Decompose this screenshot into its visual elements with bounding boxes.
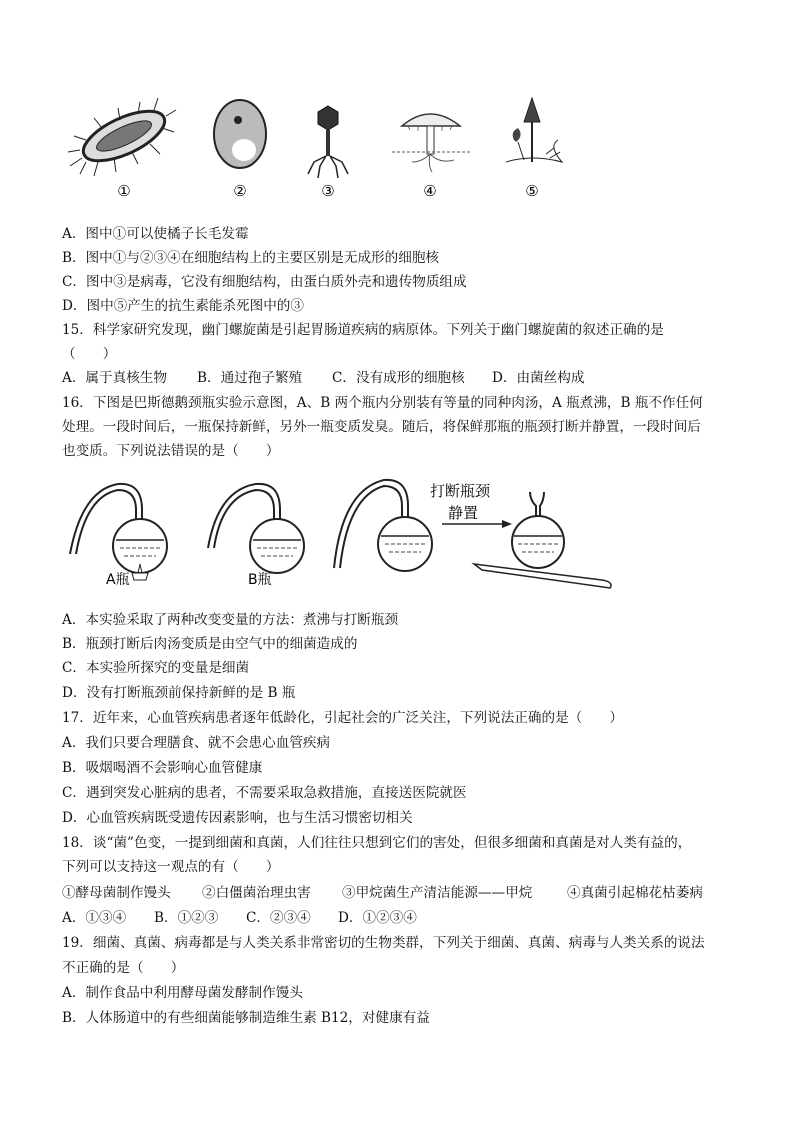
label-3: ③ bbox=[321, 182, 335, 200]
swan-neck-flask-figure bbox=[62, 470, 622, 600]
q18-option-c: C．②③④ bbox=[246, 910, 311, 926]
q18-item-4: ④真菌引起棉花枯萎病 bbox=[567, 885, 703, 901]
q19-stem-line1: 19．细菌、真菌、病毒都是与人类关系非常密切的生物类群，下列关于细菌、真菌、病毒与人类关系的说法 bbox=[62, 935, 705, 951]
q15-stem: 15．科学家研究发现，幽门螺旋菌是引起胃肠道疾病的病原体。下列关于幽门螺旋菌的叙述正确的是 bbox=[62, 322, 664, 338]
q18-option-b: B．①②③ bbox=[154, 910, 219, 926]
q15-option-c: C．没有成形的细胞核 bbox=[332, 370, 465, 386]
q14-option-b: B．图中①与②③④在细胞结构上的主要区别是无成形的细胞核 bbox=[62, 250, 440, 266]
virus-drawing bbox=[308, 106, 348, 200]
q18-item-3: ③甲烷菌生产清洁能源——甲烷 bbox=[342, 885, 533, 901]
q18-options bbox=[62, 909, 417, 927]
q16-stem-line3: 也变质。下列说法错误的是（ ） bbox=[62, 443, 280, 459]
q15-option-d: D．由菌丝构成 bbox=[492, 370, 585, 386]
flask-a bbox=[70, 484, 167, 588]
flask-a-label: A瓶 bbox=[106, 572, 130, 588]
q15-options bbox=[62, 369, 584, 387]
q19-stem-line2: 不正确的是（ ） bbox=[62, 960, 185, 976]
q18-option-a: A．①③④ bbox=[62, 910, 127, 926]
q16-option-d: D．没有打断瓶颈前保持新鲜的是 B 瓶 bbox=[62, 685, 296, 701]
label-1: ① bbox=[117, 182, 131, 200]
flask-b bbox=[208, 484, 304, 588]
flask-before-break bbox=[334, 480, 432, 571]
q16-option-c: C．本实验所探究的变量是细菌 bbox=[62, 660, 250, 676]
q16-option-b: B．瓶颈打断后肉汤变质是由空气中的细菌造成的 bbox=[62, 636, 358, 652]
q18-item-1: ①酵母菌制作馒头 bbox=[62, 885, 171, 901]
q18-item-2: ②白僵菌治理虫害 bbox=[202, 885, 311, 901]
q17-option-d: D．心血管疾病既受遗传因素影响，也与生活习惯密切相关 bbox=[62, 810, 413, 826]
q18-stem-line2: 下列可以支持这一观点的有（ ） bbox=[62, 859, 280, 875]
organisms-figure bbox=[62, 92, 582, 208]
label-5: ⑤ bbox=[525, 182, 539, 200]
q14-option-d: D．图中⑤产生的抗生素能杀死图中的③ bbox=[62, 298, 304, 314]
stand-label: 静置 bbox=[448, 504, 479, 522]
label-2: ② bbox=[233, 182, 247, 200]
q17-stem: 17．近年来，心血管疾病患者逐年低龄化，引起社会的广泛关注，下列说法正确的是（ ） bbox=[62, 710, 624, 726]
q17-option-c: C．遇到突发心脏病的患者，不需要采取急救措施，直接送医院就医 bbox=[62, 785, 467, 801]
q17-option-b: B．吸烟喝酒不会影响心血管健康 bbox=[62, 760, 263, 776]
yeast-drawing bbox=[214, 100, 266, 200]
q16-stem-line1: 16．下图是巴斯德鹅颈瓶实验示意图，A、B 两个瓶内分别装有等量的同种肉汤，A 瓶煮沸，B 瓶不作任何 bbox=[62, 395, 703, 411]
q16-stem-line2: 处理。一段时间后，一瓶保持新鲜，另外一瓶变质发臭。随后，将保鲜那瓶的瓶颈打断并静置，一段时间后 bbox=[62, 419, 701, 435]
mushroom-drawing bbox=[392, 114, 472, 200]
flask-after-break bbox=[474, 492, 611, 588]
q16-option-a: A．本实验采取了两种改变变量的方法：煮沸与打断瓶颈 bbox=[62, 612, 399, 628]
q15-option-a: A．属于真核生物 bbox=[62, 370, 167, 386]
q18-items bbox=[62, 884, 703, 902]
flask-b-label: B瓶 bbox=[248, 572, 272, 588]
arrow-icon bbox=[502, 520, 512, 528]
q17-option-a: A．我们只要合理膳食、就不会患心血管疾病 bbox=[62, 735, 331, 751]
penicillium-drawing bbox=[506, 98, 562, 200]
q15-blank: （ ） bbox=[62, 346, 117, 362]
q19-option-a: A．制作食品中利用酵母菌发酵制作馒头 bbox=[62, 985, 303, 1001]
q15-option-b: B．通过孢子繁殖 bbox=[197, 370, 303, 386]
label-4: ④ bbox=[423, 182, 437, 200]
q19-option-b: B．人体肠道中的有些细菌能够制造维生素 B12，对健康有益 bbox=[62, 1010, 430, 1026]
q14-option-a: A．图中①可以使橘子长毛发霉 bbox=[62, 226, 249, 242]
q18-stem-line1: 18．谈“菌”色变，一提到细菌和真菌，人们往往只想到它们的害处，但很多细菌和真菌是对人类有益的， bbox=[62, 835, 692, 851]
bacterium-drawing bbox=[68, 98, 176, 200]
q18-option-d: D．①②③④ bbox=[338, 910, 417, 926]
break-neck-label: 打断瓶颈 bbox=[430, 482, 491, 500]
q14-option-c: C．图中③是病毒，它没有细胞结构，由蛋白质外壳和遗传物质组成 bbox=[62, 274, 467, 290]
